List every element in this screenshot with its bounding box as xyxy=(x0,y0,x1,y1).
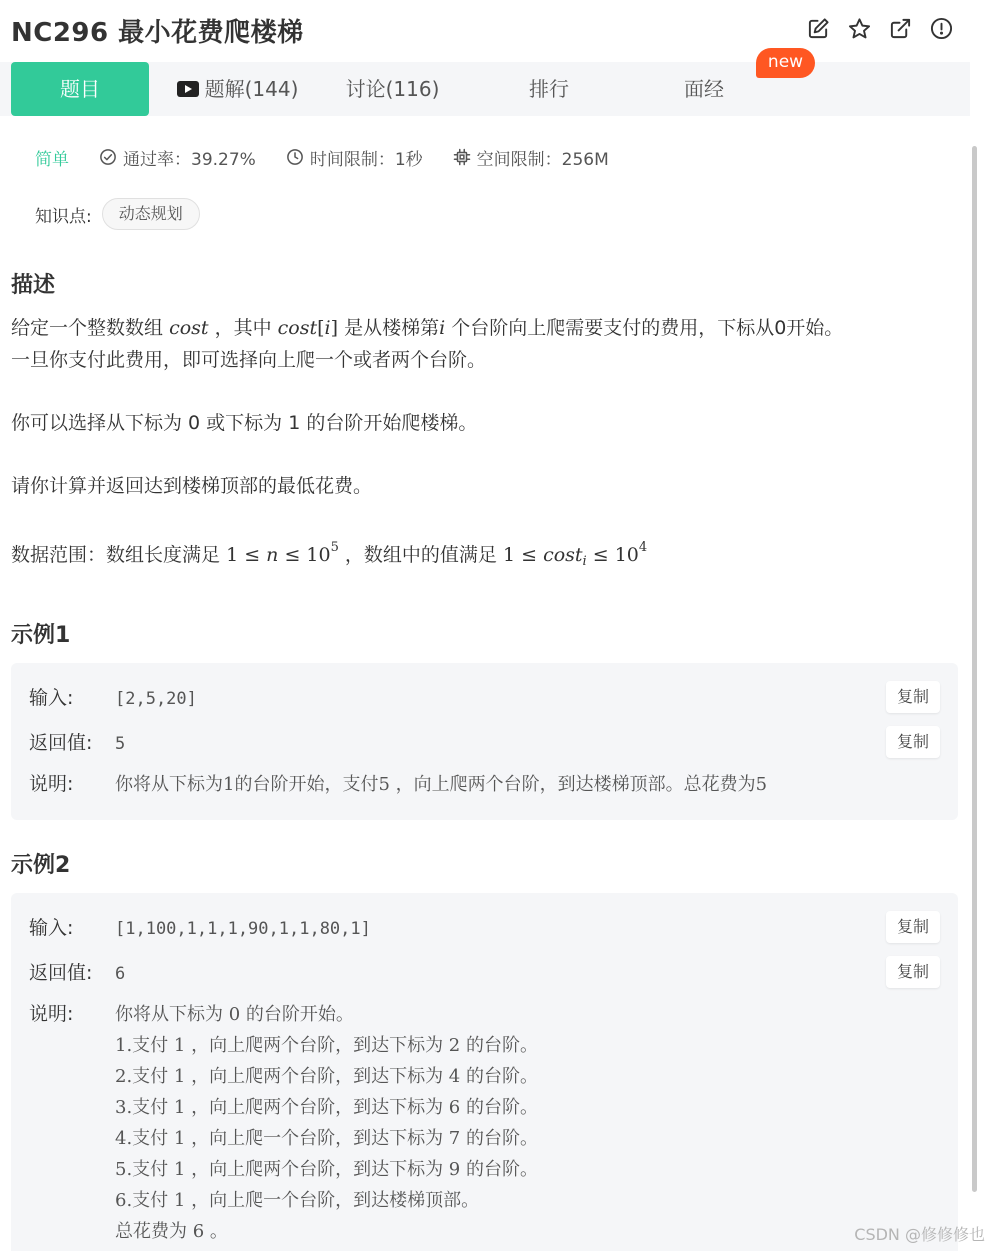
input-value[interactable]: [1,100,1,1,1,90,1,1,80,1] xyxy=(115,919,371,939)
explain-label: 说明: xyxy=(29,773,74,795)
description-paragraph-4: 请你计算并返回达到楼梯顶部的最低花费。 xyxy=(11,475,373,497)
math-cost-i: cost[i] xyxy=(277,317,339,339)
copy-input-button[interactable]: 复制 xyxy=(886,911,940,943)
description-paragraph-3: 你可以选择从下标为 0 或下标为 1 的台阶开始爬楼梯。 xyxy=(11,412,478,434)
copy-output-button[interactable]: 复制 xyxy=(886,726,940,758)
knowledge-label: 知识点: xyxy=(35,206,92,227)
check-circle-icon xyxy=(99,148,117,166)
tab-interview[interactable]: 面经 xyxy=(684,77,724,101)
p1-text-d: 个台阶向上爬需要支付的费用，下标从0开始。 xyxy=(451,317,844,339)
clock-icon xyxy=(286,148,304,166)
pass-rate-text: 通过率：39.27% xyxy=(123,149,256,170)
range-text-b: ，数组中的值满足 xyxy=(344,544,497,566)
chip-icon xyxy=(453,148,471,166)
example-1-heading: 示例1 xyxy=(11,623,71,648)
output-label: 返回值: xyxy=(29,732,93,754)
description-paragraph-1 xyxy=(11,312,843,344)
input-value[interactable]: [2,5,20] xyxy=(115,689,197,709)
problem-meta xyxy=(35,144,639,170)
star-icon[interactable] xyxy=(848,17,871,40)
math-cost-range: $1 \le \cos t_i \le 10^4$ xyxy=(502,540,648,569)
tab-solutions-label: 题解(144) xyxy=(204,77,299,101)
pass-rate xyxy=(99,145,256,170)
example-2-explain xyxy=(29,999,538,1247)
header-actions xyxy=(807,17,953,40)
data-range xyxy=(11,532,647,578)
video-icon xyxy=(177,81,199,97)
space-limit-text: 空间限制：256M xyxy=(476,149,609,170)
output-value[interactable]: 5 xyxy=(115,734,126,754)
example-2-output xyxy=(29,958,125,985)
problem-header xyxy=(0,0,989,60)
math-n-range: $1 \le n \le 10^5$ xyxy=(226,540,339,566)
difficulty-label: 简单 xyxy=(35,149,69,170)
range-text-a: 数据范围：数组长度满足 xyxy=(11,544,221,566)
vertical-scrollbar[interactable] xyxy=(972,146,977,1192)
time-limit-text: 时间限制：1秒 xyxy=(309,149,423,170)
explain-text: 你将从下标为 0 的台阶开始。 1.支付 1 ，向上爬两个台阶，到达下标为 2 的台阶。 2.支付 1 ，向上爬两个台阶，到达下标为 4 的台阶。 3.支付 1 ，向上爬两个台阶，到达下标为 6 的台阶。 4.支付 1 ，向上爬一个台阶，到达下标为 7 的台阶。 5.支付 1 ，向上爬两个台阶，到达下标为 9 的台阶。 6.支付 1 ，向上爬一个台阶，到达楼梯顶部。 总花费为 6 。 xyxy=(115,1004,538,1242)
explain-label: 说明: xyxy=(29,1003,74,1025)
math-cost: cost xyxy=(169,317,209,339)
output-value[interactable]: 6 xyxy=(115,964,126,984)
example-1-box xyxy=(11,663,958,820)
example-1-explain xyxy=(29,769,767,800)
example-2-heading: 示例2 xyxy=(11,853,71,878)
copy-output-button[interactable]: 复制 xyxy=(886,956,940,988)
example-1-output xyxy=(29,728,125,755)
description-paragraph-2: 一旦你支付此费用，即可选择向上爬一个或者两个台阶。 xyxy=(11,349,487,371)
p1-text-c: 是从楼梯第 xyxy=(344,317,440,339)
example-2-input xyxy=(29,913,371,940)
knowledge-tag[interactable]: 动态规划 xyxy=(102,198,200,230)
p1-text-b: ，其中 xyxy=(214,317,272,339)
tab-discussion[interactable]: 讨论(116) xyxy=(345,77,440,101)
input-label: 输入: xyxy=(29,687,74,709)
new-badge: new xyxy=(756,48,815,78)
share-icon[interactable] xyxy=(889,17,912,40)
tab-ranking[interactable]: 排行 xyxy=(529,77,569,101)
output-label: 返回值: xyxy=(29,962,93,984)
explain-text: 你将从下标为1的台阶开始，支付5 ，向上爬两个台阶，到达楼梯顶部。总花费为5 xyxy=(115,774,768,795)
example-2-box xyxy=(11,893,958,1251)
tab-solutions[interactable] xyxy=(165,62,310,116)
math-i: i xyxy=(439,317,446,339)
space-limit xyxy=(453,145,609,170)
input-label: 输入: xyxy=(29,917,74,939)
example-1-input xyxy=(29,683,197,710)
tab-bar xyxy=(0,62,970,116)
description-heading: 描述 xyxy=(11,273,56,298)
problem-title: NC296 最小花费爬楼梯 xyxy=(11,18,304,48)
copy-input-button[interactable]: 复制 xyxy=(886,681,940,713)
time-limit xyxy=(286,145,423,170)
edit-icon[interactable] xyxy=(807,17,830,40)
info-icon[interactable] xyxy=(930,17,953,40)
knowledge-points xyxy=(35,198,200,230)
tab-problem[interactable]: 题目 xyxy=(11,62,149,116)
watermark: CSDN @修修修也 xyxy=(854,1225,985,1244)
p1-text-a: 给定一个整数数组 xyxy=(11,317,164,339)
